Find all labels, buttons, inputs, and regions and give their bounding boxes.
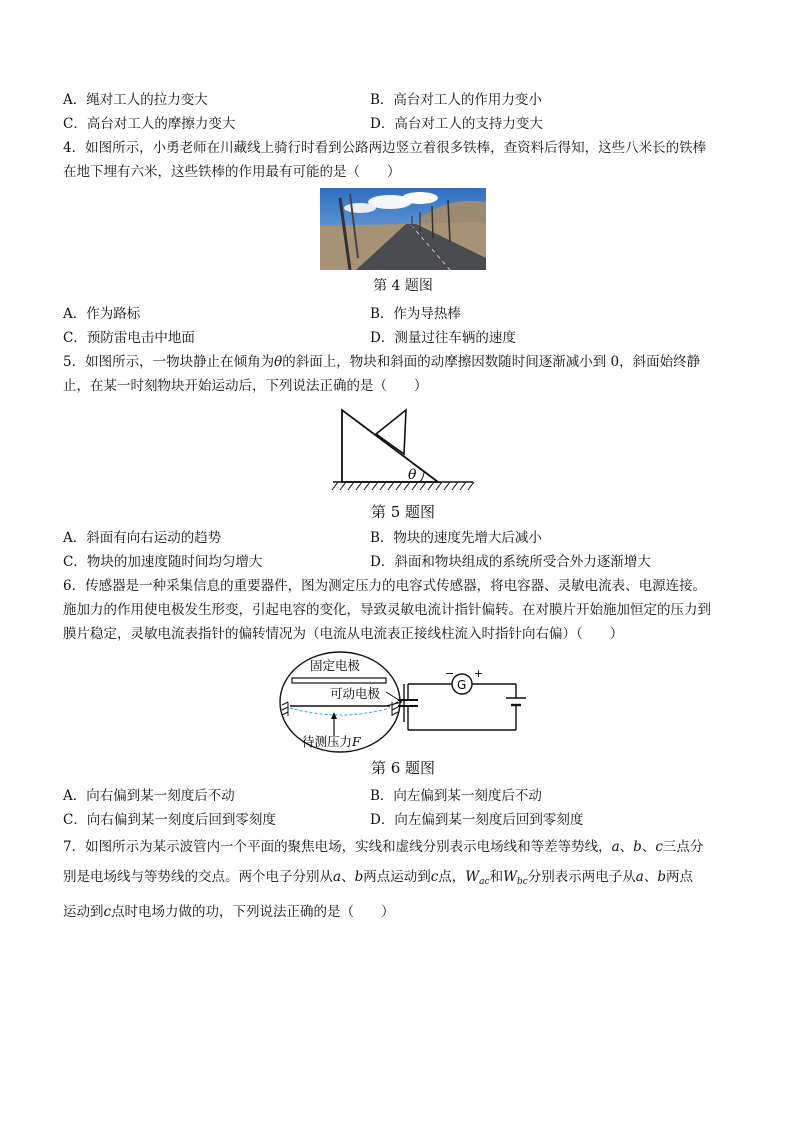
q4-road-photo xyxy=(320,188,486,270)
q4-figure xyxy=(63,188,743,298)
q6-option-b[interactable]: B．向左偏到某一刻度后不动 xyxy=(370,788,542,804)
q4-option-b[interactable]: B．作为导热棒 xyxy=(370,306,461,322)
q6-figure-caption: 第 6 题图 xyxy=(370,759,436,777)
q4-stem-line-1: 4．如图所示，小勇老师在川藏线上骑行时看到公路两边竖立着很多铁棒，查资料后得知，这些八米长的铁棒 xyxy=(63,140,707,156)
q5-figure xyxy=(63,406,743,524)
q6-stem-line-1: 6．传感器是一种采集信息的重要器件，图为测定压力的电容式传感器，将电容器、灵敏电流表、电源连接。 xyxy=(63,578,707,594)
q6-stem-line-3: 膜片稳定，灵敏电流表指针的偏转情况为（电流从电流表正接线柱流入时指针向右偏）（ ） xyxy=(63,626,624,642)
q5-option-c[interactable]: C．物块的加速度随时间均匀增大 xyxy=(63,554,263,570)
q3-options-row-1 xyxy=(63,88,743,112)
q5-stem-line-2: 止，在某一时刻物块开始运动后，下列说法正确的是（ ） xyxy=(63,378,428,394)
q6-pressure-label: 待测压力F xyxy=(302,734,361,749)
q7-stem-line-1: 7．如图所示为某示波管内一个平面的聚焦电场，实线和虚线分别表示电场线和等差等势线，a、b、c三点分 xyxy=(63,839,704,855)
q4-stem-line-2: 在地下埋有六米，这些铁棒的作用最有可能的是（ ） xyxy=(63,164,401,180)
exam-page xyxy=(63,88,743,927)
q7-work-ac: $W_{ac}$ xyxy=(465,869,490,887)
q5-incline-diagram xyxy=(328,406,478,498)
q3-option-d[interactable]: D．高台对工人的支持力变大 xyxy=(370,116,543,132)
q6-option-d[interactable]: D．向左偏到某一刻度后回到零刻度 xyxy=(370,812,584,828)
q5-option-d[interactable]: D．斜面和物块组成的系统所受合外力逐渐增大 xyxy=(370,554,651,570)
q6-option-a[interactable]: A．向右偏到某一刻度后不动 xyxy=(63,788,235,804)
q5-figure-caption: 第 5 题图 xyxy=(370,503,436,521)
q4-options-row-1 xyxy=(63,302,743,326)
q4-option-c[interactable]: C．预防雷电击中地面 xyxy=(63,330,195,346)
q5-option-b[interactable]: B．物块的速度先增大后减小 xyxy=(370,530,542,546)
q4-options-row-2 xyxy=(63,326,743,350)
q6-option-c[interactable]: C．向右偏到某一刻度后回到零刻度 xyxy=(63,812,276,828)
q4-figure-caption: 第 4 题图 xyxy=(373,278,433,294)
q5-theta-label: θ xyxy=(408,467,417,483)
q3-option-b[interactable]: B．高台对工人的作用力变小 xyxy=(370,92,542,108)
q5-stem-line-1: 5．如图所示，一物块静止在倾角为θ的斜面上，物块和斜面的动摩擦因数随时间逐渐减小到 0，斜面始终静 xyxy=(63,354,701,370)
q7-stem-line-2: 别是电场线与等势线的交点。两个电子分别从a、b两点运动到c点，$W_{ac}$和$W_{bc}$分别表示两电子从a、b两点 xyxy=(63,869,693,887)
q4-option-a[interactable]: A．作为路标 xyxy=(63,306,141,322)
svg-text:G: G xyxy=(457,678,467,692)
q5-options-row-2 xyxy=(63,550,743,574)
q6-minus-terminal: − xyxy=(445,667,455,680)
q6-plus-terminal: + xyxy=(474,667,484,680)
q6-options-row-2 xyxy=(63,808,743,832)
q5-option-a[interactable]: A．斜面有向右运动的趋势 xyxy=(63,530,222,546)
q3-option-a[interactable]: A．绳对工人的拉力变大 xyxy=(63,92,208,108)
q6-movable-electrode-label: 可动电极 xyxy=(330,686,381,701)
q5-options-row-1 xyxy=(63,526,743,550)
q7-stem-line-3: 运动到c点时电场力做的功，下列说法正确的是（ ） xyxy=(63,904,395,920)
q3-options-row-2 xyxy=(63,112,743,136)
q7-work-bc: $W_{bc}$ xyxy=(503,869,528,887)
q6-figure xyxy=(63,650,743,780)
q6-sensor-circuit-diagram xyxy=(278,650,528,754)
q3-option-c[interactable]: C．高台对工人的摩擦力变大 xyxy=(63,116,236,132)
q6-options-row-1 xyxy=(63,784,743,808)
q4-option-d[interactable]: D．测量过往车辆的速度 xyxy=(370,330,516,346)
q6-stem-line-2: 施加力的作用使电极发生形变，引起电容的变化，导致灵敏电流计指针偏转。在对膜片开始施加恒定的压力到 xyxy=(63,602,711,618)
q6-fixed-electrode-label: 固定电极 xyxy=(310,658,361,673)
